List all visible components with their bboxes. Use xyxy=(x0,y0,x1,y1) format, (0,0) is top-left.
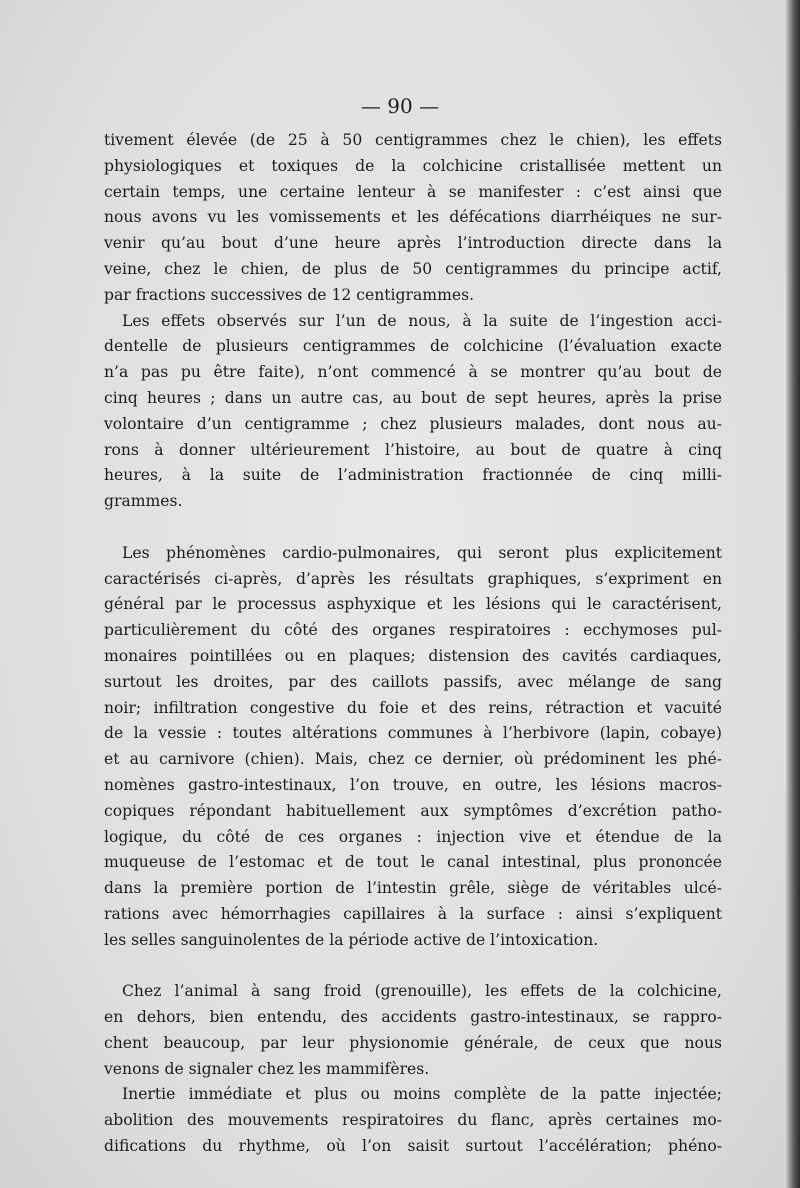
text-line: certain temps, une certaine lenteur à se manifester : c’est ainsi que xyxy=(104,182,722,201)
text-line: rons à donner ultérieurement l’histoire, au bout de quatre à cinq xyxy=(104,440,722,459)
text-line: caractérisés ci-après, d’après les résultats graphiques, s’expriment en xyxy=(104,569,722,588)
paragraph xyxy=(104,979,722,1082)
paragraph xyxy=(104,128,722,309)
text-line: monaires pointillées ou en plaques; distension des cavités cardiaques, xyxy=(104,646,722,665)
text-line: tivement élevée (de 25 à 50 centigrammes chez le chien), les effets xyxy=(104,131,722,149)
text-line: général par le processus asphyxique et les lésions qui le caractérisent, xyxy=(104,595,722,614)
text-line: volontaire d’un centigramme ; chez plusieurs malades, dont nous au- xyxy=(104,414,722,433)
text-line: les selles sanguinolentes de la période active de l’intoxication. xyxy=(104,930,599,949)
page-body-text xyxy=(104,128,722,1160)
text-line: venons de signaler chez les mammifères. xyxy=(104,1059,430,1078)
paragraph-gap xyxy=(104,954,722,980)
text-line: veine, chez le chien, de plus de 50 centigrammes du principe actif, xyxy=(104,259,722,278)
text-line: Les phénomènes cardio-pulmonaires, qui seront plus explicitement xyxy=(122,543,722,562)
text-line: noir; infiltration congestive du foie et des reins, rétraction et vacuité xyxy=(104,698,722,717)
text-line: venir qu’au bout d’une heure après l’introduction directe dans la xyxy=(104,234,722,253)
text-line: Les effets observés sur l’un de nous, à la suite de l’ingestion acci- xyxy=(122,311,722,330)
paragraph xyxy=(104,541,722,954)
text-line: nous avons vu les vomissements et les défécations diarrhéiques ne sur- xyxy=(104,208,722,227)
text-line: dans la première portion de l’intestin grêle, siège de véritables ulcé- xyxy=(104,879,722,898)
page-edge-shadow xyxy=(786,0,800,1188)
text-line: grammes. xyxy=(104,492,183,511)
text-line: particulièrement du côté des organes respiratoires : ecchymoses pul- xyxy=(104,621,722,640)
text-line: copiques répondant habituellement aux symptômes d’excrétion patho- xyxy=(104,801,722,820)
text-line: physiologiques et toxiques de la colchicine cristallisée mettent un xyxy=(104,156,722,175)
text-line: logique, du côté de ces organes : injection vive et étendue de la xyxy=(104,827,722,846)
paragraph-gap xyxy=(104,515,722,541)
text-line: rations avec hémorrhagies capillaires à la surface : ainsi s’expliquent xyxy=(104,904,722,923)
text-line: et au carnivore (chien). Mais, chez ce dernier, où prédominent les phé- xyxy=(104,750,722,769)
text-line: chent beaucoup, par leur physionomie générale, de ceux que nous xyxy=(104,1033,722,1052)
page-number: — 90 — xyxy=(360,94,440,118)
text-line: de la vessie : toutes altérations communes à l’herbivore (lapin, cobaye) xyxy=(104,724,722,743)
text-line: Chez l’animal à sang froid (grenouille), les effets de la colchicine, xyxy=(122,982,722,1001)
text-line: cinq heures ; dans un autre cas, au bout de sept heures, après la prise xyxy=(104,388,722,407)
text-line: dentelle de plusieurs centigrammes de colchicine (l’évaluation exacte xyxy=(104,337,722,356)
text-line: nomènes gastro-intestinaux, l’on trouve, en outre, les lésions macros- xyxy=(104,775,722,794)
paragraph xyxy=(104,1082,722,1159)
text-line: heures, à la suite de l’administration fractionnée de cinq milli- xyxy=(104,466,722,485)
text-line: abolition des mouvements respiratoires du flanc, après certaines mo- xyxy=(104,1111,722,1130)
text-line: difications du rhythme, où l’on saisit surtout l’accélération; phéno- xyxy=(104,1137,722,1156)
text-line: en dehors, bien entendu, des accidents gastro-intestinaux, se rappro- xyxy=(104,1008,722,1027)
text-line: par fractions successives de 12 centigrammes. xyxy=(104,285,475,304)
text-line: n’a pas pu être faite), n’ont commencé à se montrer qu’au bout de xyxy=(104,363,722,382)
text-line: surtout les droites, par des caillots passifs, avec mélange de sang xyxy=(104,672,722,691)
text-line: muqueuse de l’estomac et de tout le canal intestinal, plus prononcée xyxy=(104,853,722,872)
paragraph xyxy=(104,309,722,515)
text-line: Inertie immédiate et plus ou moins complète de la patte injectée; xyxy=(122,1085,722,1104)
